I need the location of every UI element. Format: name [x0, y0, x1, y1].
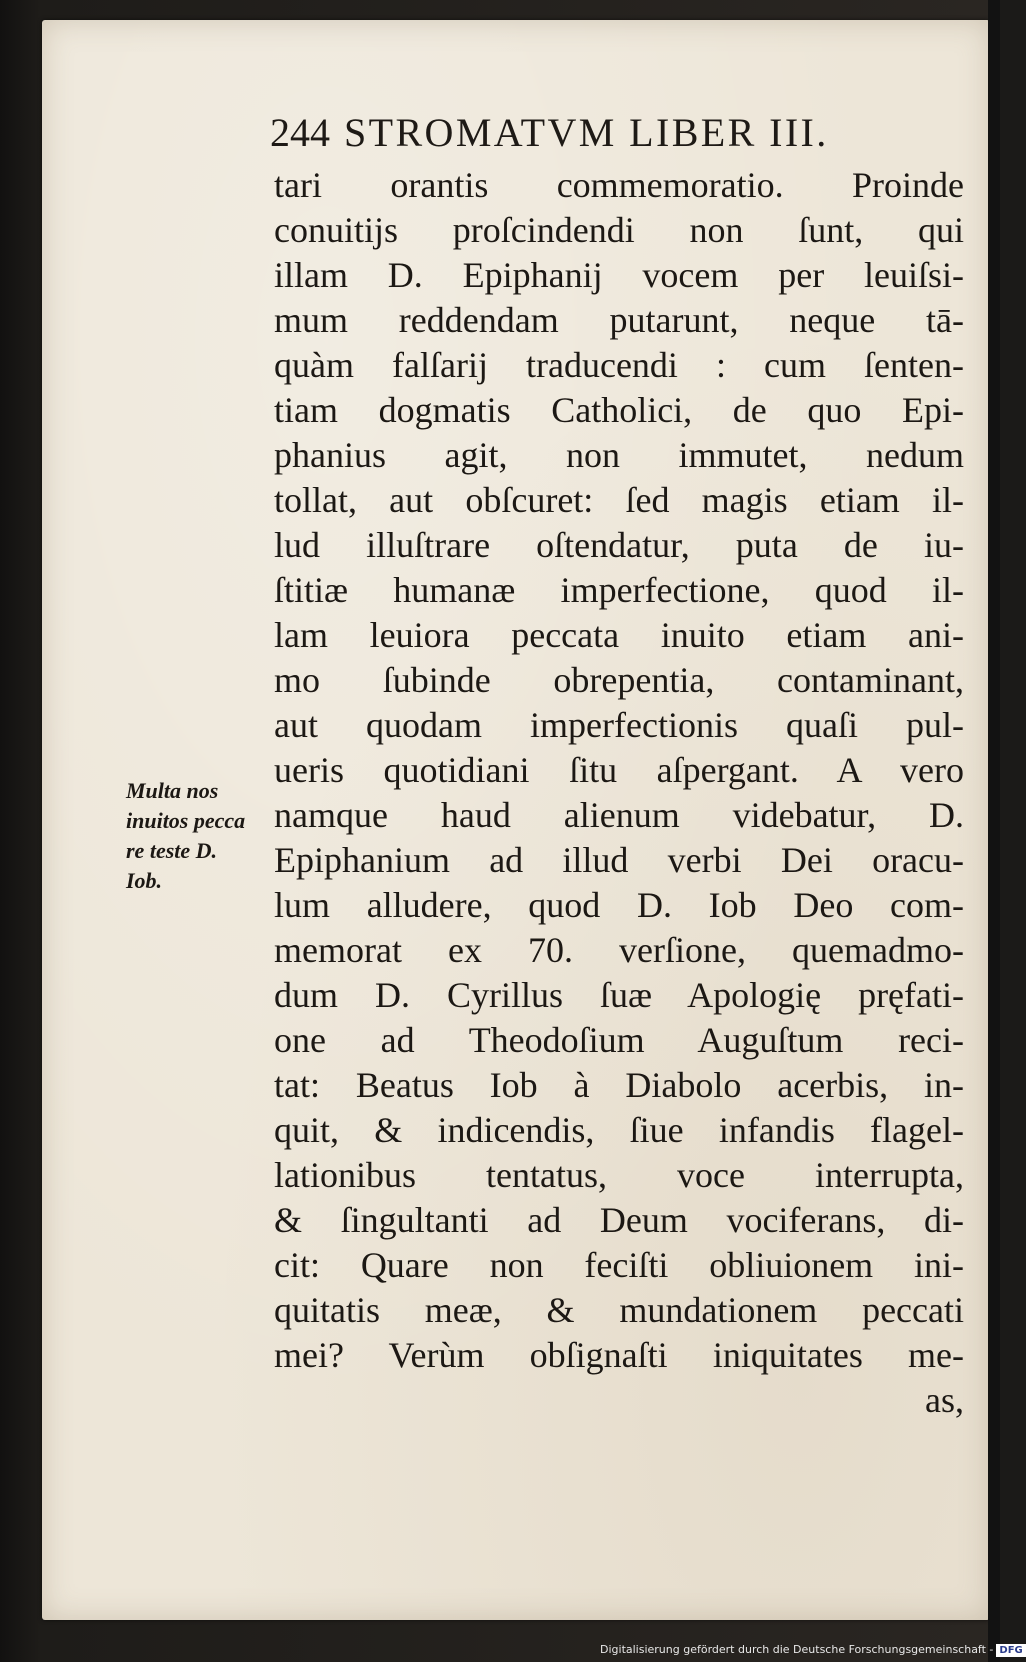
scan-edge [988, 0, 1000, 1662]
text-line: dum D. Cyrillus ſuæ Apologię pręfati- [274, 975, 964, 1015]
text-line: tat: Beatus Iob à Diabolo acerbis, in- [274, 1065, 964, 1105]
marginal-note-line: re teste D. [126, 838, 218, 863]
text-line: namque haud alienum videbatur, D. [274, 795, 964, 835]
text-line: Epiphanium ad illud verbi Dei oracu- [274, 840, 964, 880]
text-line: aut quodam imperfectionis quaſi pul- [274, 705, 964, 745]
text-line: lam leuiora peccata inuito etiam ani- [274, 615, 964, 655]
running-title: STROMATVM LIBER III. [344, 110, 829, 155]
text-line: tollat, aut obſcuret: ſed magis etiam il- [274, 480, 964, 520]
page-number: 244 [270, 110, 330, 155]
running-head [270, 108, 960, 158]
text-line: cit: Quare non feciſti obliuionem ini- [274, 1245, 964, 1285]
text-line: memorat ex 70. verſione, quemadmo- [274, 930, 964, 970]
text-line: tari orantis commemoratio. Proinde [274, 165, 964, 205]
text-line: lationibus tentatus, voce interrupta, [274, 1155, 964, 1195]
body-text [274, 163, 964, 1423]
text-line: lud illuſtrare oſtendatur, puta de iu- [274, 525, 964, 565]
text-line: & ſingultanti ad Deum vociferans, di- [274, 1200, 964, 1240]
text-line: conuitijs proſcindendi non ſunt, qui [274, 210, 964, 250]
text-line: mei? Verùm obſignaſti iniquitates me- [274, 1335, 964, 1375]
text-line: lum alludere, quod D. Iob Deo com- [274, 885, 964, 925]
text-line: one ad Theodoſium Auguſtum reci- [274, 1020, 964, 1060]
marginal-note [126, 776, 266, 896]
digitization-credit [600, 1640, 1023, 1660]
text-line: mo ſubinde obrepentia, contaminant, [274, 660, 964, 700]
text-line: phanius agit, non immutet, nedum [274, 435, 964, 475]
text-line: tiam dogmatis Catholici, de quo Epi- [274, 390, 964, 430]
marginal-note-line: Multa nos [126, 778, 219, 803]
catchword: as, [925, 1380, 964, 1420]
text-line: quitatis meæ, & mundationem peccati [274, 1290, 964, 1330]
text-line: quit, & indicendis, ſiue infandis flagel- [274, 1110, 964, 1150]
text-line: quàm falſarij traducendi : cum ſenten- [274, 345, 964, 385]
text-line: ſtitiæ humanæ imperfectione, quod il- [274, 570, 964, 610]
text-line: illam D. Epiphanij vocem per leuiſsi- [274, 255, 964, 295]
text-line: ueris quotidiani ſitu aſpergant. A vero [274, 750, 964, 790]
text-line: mum reddendam putarunt, neque tā- [274, 300, 964, 340]
marginal-note-line: Iob. [126, 868, 163, 893]
dfg-logo: DFG [996, 1644, 1025, 1657]
credit-text: Digitalisierung gefördert durch die Deutsche Forschungsgemeinschaft - [600, 1643, 994, 1656]
marginal-note-line: inuitos pecca [126, 808, 246, 833]
